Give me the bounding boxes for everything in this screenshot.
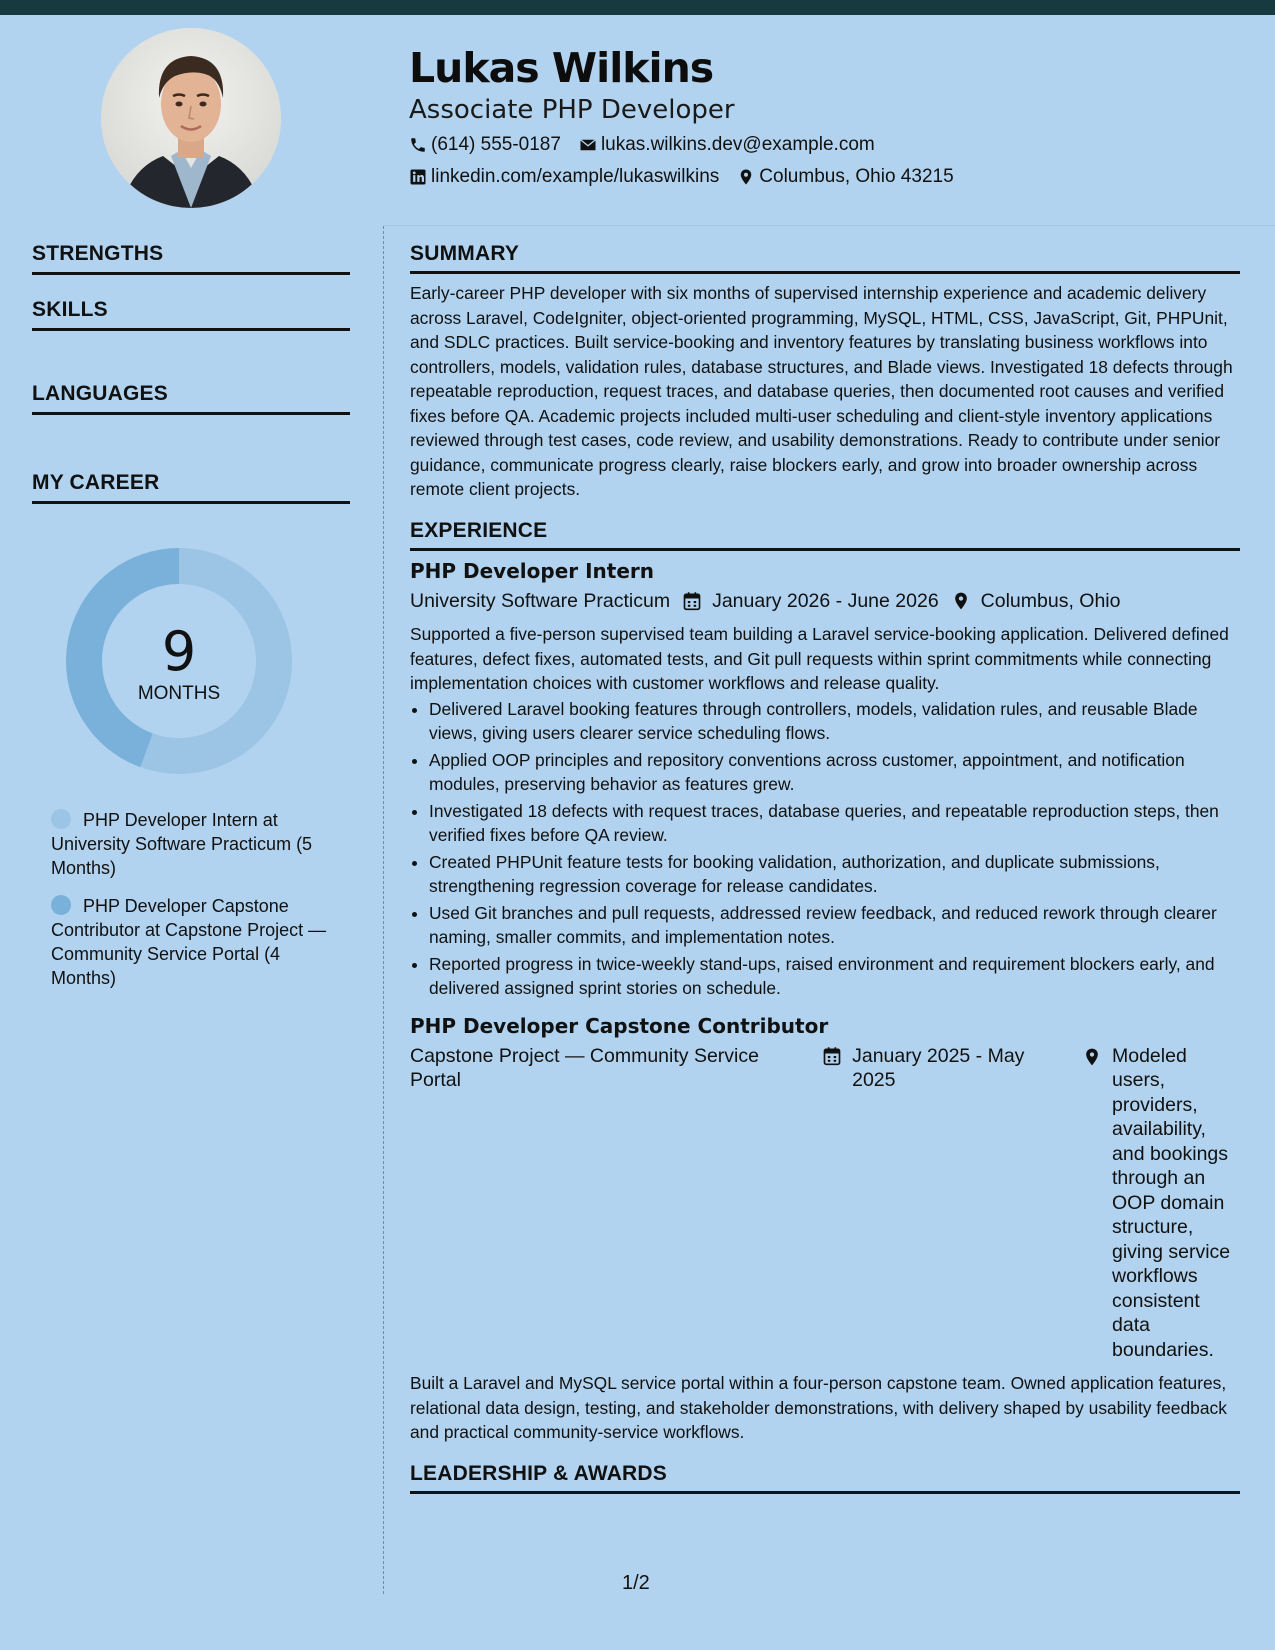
job-bullet: • Applied OOP principles and repository conventions across customer, appointment, and notification modules, preserving behavior as features grew. xyxy=(429,748,1240,797)
career-legend-item-2 xyxy=(51,894,341,990)
job-meta xyxy=(410,589,1240,614)
calendar-icon xyxy=(822,1046,842,1066)
column-divider xyxy=(383,226,384,1594)
experience-heading: EXPERIENCE xyxy=(410,519,1240,551)
linkedin-contact xyxy=(409,166,719,188)
legend-label: PHP Developer Intern at University Software Practicum (5 Months) xyxy=(51,810,313,878)
career-total: 9 xyxy=(161,620,197,683)
email-text[interactable]: lukas.wilkins.dev@example.com xyxy=(600,134,875,155)
profile-photo xyxy=(101,28,281,208)
leadership-heading: LEADERSHIP & AWARDS xyxy=(410,1462,1240,1494)
main-column xyxy=(410,242,1240,1494)
candidate-name: Lukas Wilkins xyxy=(409,44,714,92)
header-divider xyxy=(384,225,1275,226)
job-dates xyxy=(682,589,939,614)
map-pin-icon xyxy=(1082,1047,1102,1067)
location-contact xyxy=(737,166,953,188)
linkedin-icon xyxy=(409,168,427,186)
career-unit: MONTHS xyxy=(137,683,221,704)
linkedin-text[interactable]: linkedin.com/example/lukaswilkins xyxy=(431,166,720,187)
job-description: Built a Laravel and MySQL service portal within a four-person capstone team. Owned application features, relational data design, testing, and stakeholder demonstrations, with delivery shaped by usability feedback and practical community-service workflows. xyxy=(410,1373,1227,1442)
job-bullet: • Created PHPUnit feature tests for booking validation, authorization, and duplicate submissions, strengthening regression coverage for release candidates. xyxy=(429,850,1240,899)
job-bullet: • Reported progress in twice-weekly stand-ups, raised environment and requirement blockers early, and delivered assigned sprint stories on schedule. xyxy=(429,952,1240,1001)
career-heading: MY CAREER xyxy=(32,471,350,504)
job-meta xyxy=(410,1044,1240,1363)
job-description: Supported a five-person supervised team building a Laravel service-booking application. Delivered defined features, defect fixes, automated tests, and Git pull requests within sprint commitments while connecting implementation choices with customer workflows and release quality. xyxy=(410,624,1229,693)
strengths-heading: STRENGTHS xyxy=(32,242,350,275)
job-title: PHP Developer Intern xyxy=(410,558,654,583)
job-bullets xyxy=(410,697,1240,1001)
phone-contact xyxy=(409,134,561,156)
contact-row-1 xyxy=(409,134,893,156)
legend-dot xyxy=(51,809,71,829)
job-bullet: • Used Git branches and pull requests, addressed review feedback, and reduced rework through clearer naming, smaller commits, and implementation notes. xyxy=(429,901,1240,950)
job-bullet: • Delivered Laravel booking features through controllers, models, validation rules, and reusable Blade views, giving users clearer service scheduling flows. xyxy=(429,697,1240,746)
job-title: PHP Developer Capstone Contributor xyxy=(410,1013,829,1038)
map-pin-icon xyxy=(737,168,755,186)
job-dates-text: January 2026 - June 2026 xyxy=(712,589,939,612)
contact-row-2 xyxy=(409,166,972,188)
phone-icon xyxy=(409,136,427,154)
summary-heading: SUMMARY xyxy=(410,242,1240,274)
profile-photo-image xyxy=(101,28,281,208)
legend-dot xyxy=(51,895,71,915)
job-org: University Software Practicum xyxy=(410,589,671,612)
summary-text: Early-career PHP developer with six months of supervised internship experience and academic delivery across Laravel, CodeIgniter, object-oriented programming, MySQL, HTML, CSS, JavaScript, Git, PHPUnit, and SDLC practices. Built service-booking and inventory features by translating business workflows into controllers, models, validation rules, database structures, and Blade views. Investigated 18 defects through repeatable reproduction, request traces, and database queries, then documented root causes and verified fixes before QA. Academic projects included multi-user scheduling and client-style inventory applications reviewed through test cases, code review, and usability demonstrations. Ready to contribute under senior guidance, communicate progress clearly, raise blockers early, and grow into broader ownership across remote client projects. xyxy=(410,283,1233,499)
job-location-text: Modeled users, providers, availability, and bookings through an OOP domain structure, giving service workflows consistent data boundaries. xyxy=(1112,1044,1231,1361)
map-pin-icon xyxy=(951,591,971,611)
legend-label: PHP Developer Capstone Contributor at Capstone Project — Community Service Portal (4 Months) xyxy=(51,896,327,988)
email-contact xyxy=(579,134,875,156)
job-org: Capstone Project — Community Service Portal xyxy=(410,1044,759,1091)
phone-text: (614) 555-0187 xyxy=(431,134,561,155)
job-bullet: • Investigated 18 defects with request traces, database queries, and repeatable reproduction steps, then verified fixes before QA review. xyxy=(429,799,1240,848)
calendar-icon xyxy=(682,591,702,611)
job-location xyxy=(951,589,1121,614)
job-entry xyxy=(410,1014,1240,1445)
languages-heading: LANGUAGES xyxy=(32,382,350,415)
page-number: 1/2 xyxy=(622,1572,650,1594)
job-dates xyxy=(822,1044,1070,1093)
top-bar xyxy=(0,0,1275,15)
skills-heading: SKILLS xyxy=(32,298,350,331)
location-text: Columbus, Ohio 43215 xyxy=(759,166,954,187)
job-entry xyxy=(410,559,1240,1001)
career-legend-item-1 xyxy=(51,808,341,880)
job-location-text: Columbus, Ohio xyxy=(980,589,1121,612)
job-location xyxy=(1082,1044,1240,1363)
job-dates-text: January 2025 - May 2025 xyxy=(852,1044,1025,1091)
envelope-icon xyxy=(579,136,597,154)
candidate-title: Associate PHP Developer xyxy=(409,95,735,125)
